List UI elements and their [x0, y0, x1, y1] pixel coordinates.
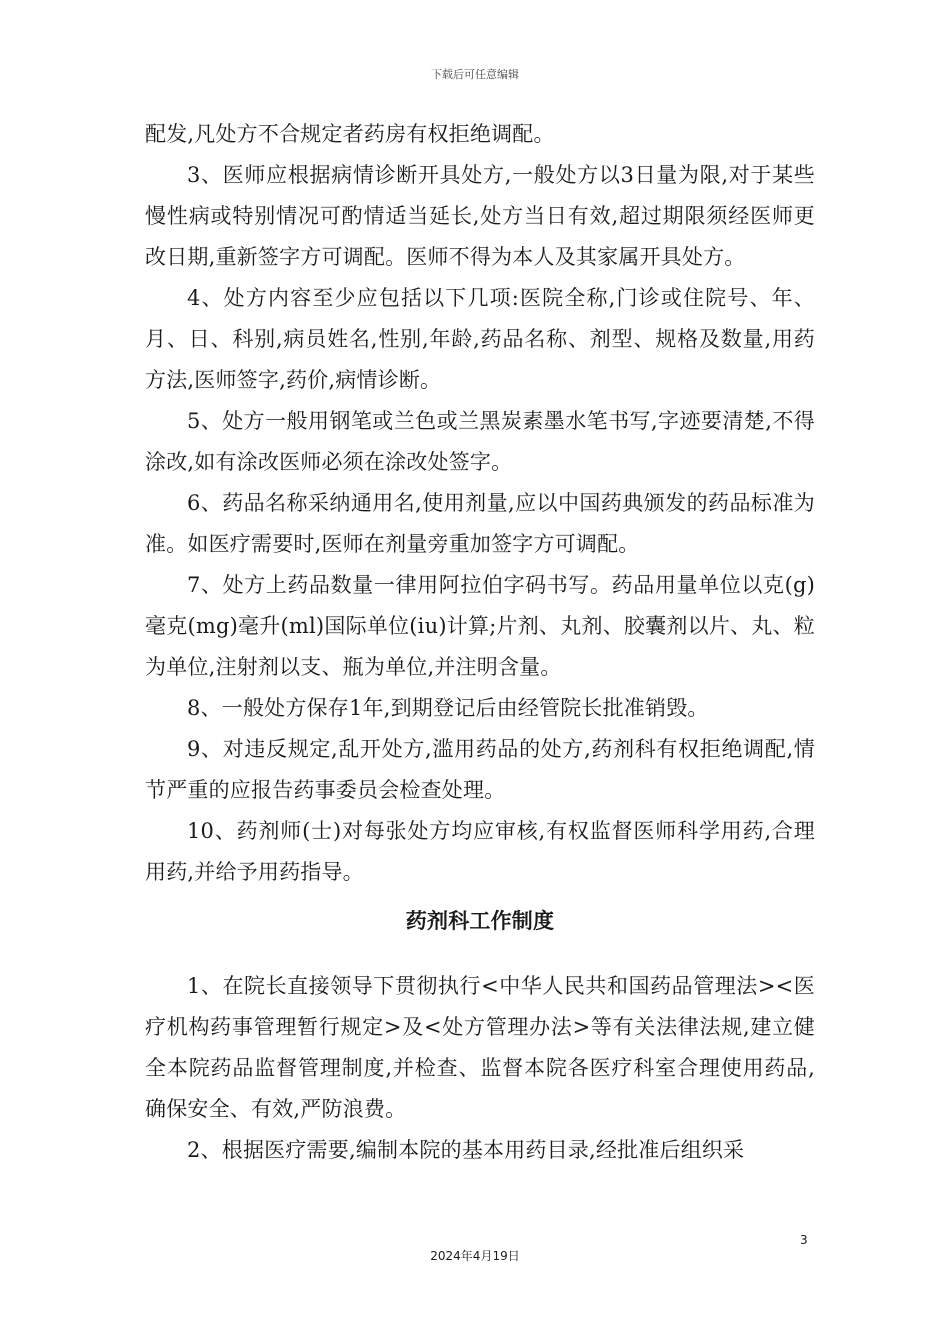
page-header: 下载后可任意编辑 [431, 68, 519, 81]
paragraph: 6、药品名称采纳通用名,使用剂量,应以中国药典颁发的药品标准为准。如医疗需要时,医师在剂量旁重加签字方可调配。 [145, 491, 815, 556]
document-body [145, 114, 815, 1171]
paragraph: 10、药剂师(士)对每张处方均应审核,有权监督医师科学用药,合理用药,并给予用药指导。 [145, 819, 815, 884]
paragraph: 1、在院长直接领导下贯彻执行<中华人民共和国药品管理法><医疗机构药事管理暂行规定>及<处方管理办法>等有关法律法规,建立健全本院药品监督管理制度,并检查、监督本院各医疗科室合理使用药品,确保安全、有效,严防浪费。 [145, 974, 815, 1121]
paragraph: 9、对违反规定,乱开处方,滥用药品的处方,药剂科有权拒绝调配,情节严重的应报告药事委员会检查处理。 [145, 737, 815, 802]
paragraph: 7、处方上药品数量一律用阿拉伯字码书写。药品用量单位以克(g)毫克(mg)毫升(ml)国际单位(iu)计算;片剂、丸剂、胶囊剂以片、丸、粒为单位,注射剂以支、瓶为单位,并注明含量。 [145, 573, 815, 679]
paragraph: 3、医师应根据病情诊断开具处方,一般处方以3日量为限,对于某些慢性病或特别情况可酌情适当延长,处方当日有效,超过期限须经医师更改日期,重新签字方可调配。医师不得为本人及其家属开具处方。 [145, 163, 815, 269]
paragraph: 8、一般处方保存1年,到期登记后由经管院长批准销毁。 [187, 696, 709, 720]
page-footer-date: 2024年4月19日 [430, 1249, 520, 1263]
paragraph: 4、处方内容至少应包括以下几项:医院全称,门诊或住院号、年、月、日、科别,病员姓名,性别,年龄,药品名称、剂型、规格及数量,用药方法,医师签字,药价,病情诊断。 [145, 286, 815, 392]
page-number: 3 [800, 1233, 808, 1247]
paragraph: 5、处方一般用钢笔或兰色或兰黑炭素墨水笔书写,字迹要清楚,不得涂改,如有涂改医师必须在涂改处签字。 [145, 409, 815, 474]
paragraph: 2、根据医疗需要,编制本院的基本用药目录,经批准后组织采 [187, 1138, 745, 1162]
section-title: 药剂科工作制度 [405, 909, 555, 933]
paragraph: 配发,凡处方不合规定者药房有权拒绝调配。 [145, 122, 555, 146]
